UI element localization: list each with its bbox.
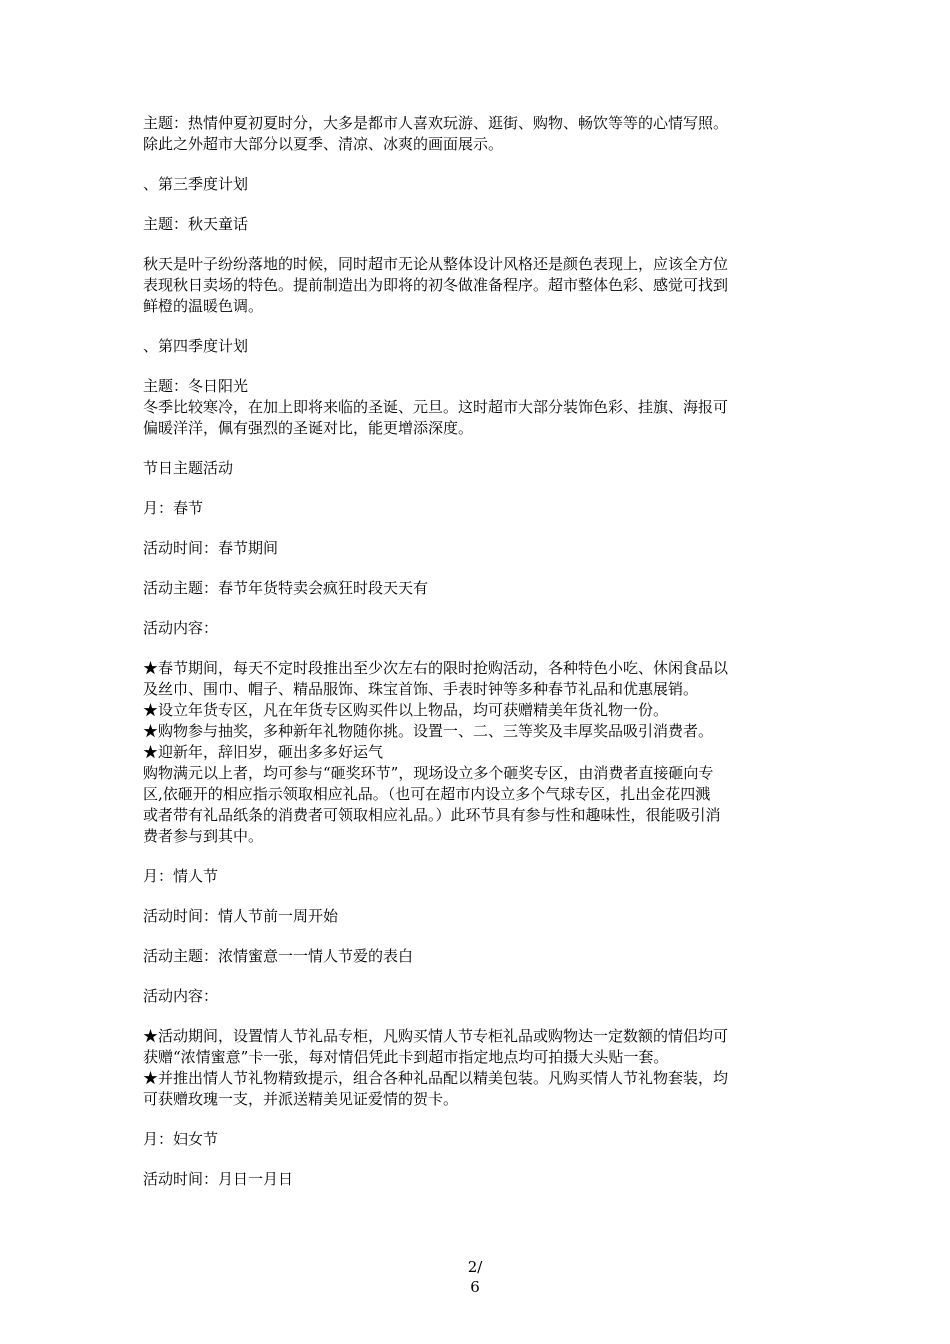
text-line: 月：情人节 — [143, 867, 219, 885]
text-line: 秋天是叶子纷纷落地的时候，同时超市无论从整体设计风格还是颜色表现上，应该全方位 — [143, 255, 729, 273]
text-line: 获赠“浓情蜜意”卡一张，每对情侣凭此卡到超市指定地点均可拍摄大头贴一套。 — [143, 1048, 669, 1066]
paragraph — [143, 1026, 809, 1110]
text-line: ★活动期间，设置情人节礼品专柜，凡购买情人节专柜礼品或购物达一定数额的情侣均可 — [143, 1027, 729, 1045]
text-line: 表现秋日卖场的特色。提前制造出为即将的初冬做准备程序。超市整体色彩、感觉可找到 — [143, 276, 729, 294]
text-line: 购物满元以上者，均可参与“砸奖环节”，现场设立多个砸奖专区，由消费者直接砸向专 — [143, 764, 714, 782]
text-line: 、第三季度计划 — [143, 175, 249, 193]
text-line: ★购物参与抽奖，多种新年礼物随你挑。设置一、二、三等奖及丰厚奖品吸引消费者。 — [143, 722, 714, 740]
text-line: ★迎新年，辞旧岁，砸出多多好运气 — [143, 743, 384, 761]
paragraph — [143, 658, 809, 847]
paragraph — [143, 906, 809, 927]
paragraph — [143, 618, 809, 639]
text-line: ★并推出情人节礼物精致提示，组合各种礼品配以精美包装。凡购买情人节礼物套装，均 — [143, 1069, 729, 1087]
text-line: 月：妇女节 — [143, 1130, 219, 1148]
text-line: 区,依砸开的相应指示领取相应礼品。（也可在超市内设立多个气球专区，扎出金花四溅 — [143, 785, 711, 803]
paragraph — [143, 1169, 809, 1190]
document-body — [143, 113, 809, 1190]
text-line: 节日主题活动 — [143, 459, 234, 477]
text-line: 鲜橙的温暖色调。 — [143, 297, 264, 315]
text-line: 主题：热情仲夏初夏时分，大多是都市人喜欢玩游、逛街、购物、畅饮等等的心情写照。 — [143, 114, 729, 132]
paragraph — [143, 336, 809, 357]
page-number — [0, 1257, 950, 1297]
paragraph — [143, 986, 809, 1007]
text-line: 活动主题：春节年货特卖会疯狂时段天天有 — [143, 579, 429, 597]
text-line: ★设立年货专区，凡在年货专区购买件以上物品，均可获赠精美年货礼物一份。 — [143, 701, 669, 719]
paragraph — [143, 538, 809, 559]
text-line: 冬季比较寒冷，在加上即将来临的圣诞、元旦。这时超市大部分装饰色彩、挂旗、海报可 — [143, 398, 729, 416]
page-number-line: 6 — [470, 1278, 480, 1296]
text-line: 主题：秋天童话 — [143, 215, 249, 233]
text-line: 活动主题：浓情蜜意一一情人节爱的表白 — [143, 947, 414, 965]
paragraph — [143, 866, 809, 887]
page-number-line: 2/ — [467, 1258, 483, 1276]
text-line: 主题：冬日阳光 — [143, 377, 249, 395]
text-line: ★春节期间，每天不定时段推出至少次左右的限时抢购活动，各种特色小吃、休闲食品以 — [143, 659, 729, 677]
paragraph — [143, 254, 809, 317]
text-line: 活动时间：春节期间 — [143, 539, 279, 557]
text-line: 活动内容： — [143, 619, 219, 637]
paragraph — [143, 174, 809, 195]
paragraph — [143, 376, 809, 439]
paragraph — [143, 113, 809, 155]
paragraph — [143, 1129, 809, 1150]
text-line: 活动时间：情人节前一周开始 — [143, 907, 339, 925]
text-line: 或者带有礼品纸条的消费者可领取相应礼品。）此环节具有参与性和趣味性，很能吸引消 — [143, 806, 721, 824]
text-line: 及丝巾、围巾、帽子、精品服饰、珠宝首饰、手表时钟等多种春节礼品和优惠展销。 — [143, 680, 699, 698]
text-line: 活动时间：月日一月日 — [143, 1170, 294, 1188]
text-line: 除此之外超市大部分以夏季、清凉、冰爽的画面展示。 — [143, 135, 504, 153]
text-line: 偏暖洋洋，佩有强烈的圣诞对比，能更增添深度。 — [143, 419, 474, 437]
paragraph — [143, 578, 809, 599]
text-line: 月：春节 — [143, 499, 204, 517]
paragraph — [143, 946, 809, 967]
text-line: 可获赠玫瑰一支，并派送精美见证爱情的贺卡。 — [143, 1090, 459, 1108]
paragraph — [143, 458, 809, 479]
text-line: 、第四季度计划 — [143, 337, 249, 355]
paragraph — [143, 498, 809, 519]
paragraph — [143, 214, 809, 235]
text-line: 活动内容： — [143, 987, 219, 1005]
text-line: 费者参与到其中。 — [143, 827, 264, 845]
